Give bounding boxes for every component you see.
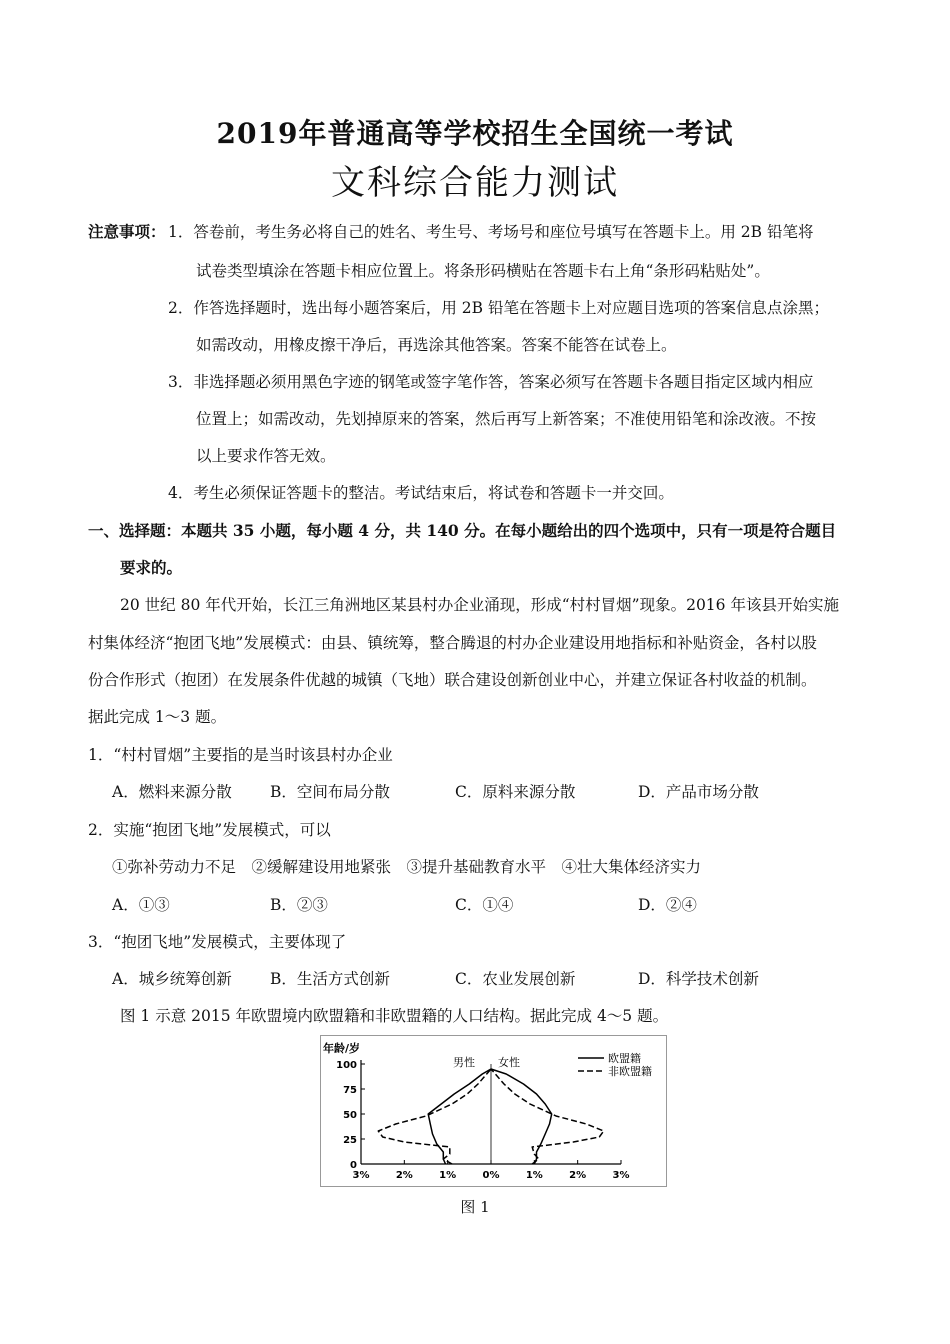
- question-2-option-c[interactable]: C．①④: [455, 896, 514, 914]
- y-tick-label-2: 50: [343, 1110, 357, 1121]
- legend-non-eu-label: 非欧盟籍: [608, 1065, 652, 1078]
- y-axis-label: 年龄/岁: [323, 1042, 361, 1055]
- section-heading-line-1: 一、选择题：本题共 35 小题，每小题 4 分，共 140 分。在每小题给出的四个选项中，只有一项是符合题目: [88, 521, 837, 540]
- legend-eu-label: 欧盟籍: [608, 1052, 641, 1065]
- x-tick-label-5: 2%: [569, 1170, 587, 1181]
- question-3-option-a[interactable]: A．城乡统筹创新: [112, 970, 232, 988]
- exam-title: 2019年普通高等学校招生全国统一考试: [216, 117, 734, 150]
- notice-item-3-line-2: 位置上；如需改动，先划掉原来的答案，然后再写上新答案；不准使用铅笔和涂改液。不按: [196, 410, 817, 428]
- notice-item-3-line-1: 3．非选择题必须用黑色字迹的钢笔或签字笔作答，答案必须写在答题卡各题目指定区域内相应: [168, 373, 814, 391]
- question-2-option-b[interactable]: B．②③: [270, 896, 328, 914]
- question-2-option-a[interactable]: A．①③: [112, 896, 170, 914]
- question-1-stem: 1．“村村冒烟”主要指的是当时该县村办企业: [88, 746, 393, 764]
- y-tick-label-4: 100: [336, 1060, 357, 1071]
- passage-1-line-2: 村集体经济“抱团飞地”发展模式：由县、镇统筹，整合腾退的村办企业建设用地指标和补贴资金，各村以股: [88, 634, 817, 652]
- figure-1-caption: 图 1: [460, 1198, 490, 1216]
- question-3-option-d[interactable]: D．科学技术创新: [638, 970, 759, 988]
- question-3-option-b[interactable]: B．生活方式创新: [270, 970, 390, 988]
- exam-subtitle: 文科综合能力测试: [331, 163, 619, 203]
- male-label: 男性: [453, 1056, 475, 1069]
- female-label: 女性: [498, 1056, 520, 1069]
- notice-item-4-line-1: 4．考生必须保证答题卡的整洁。考试结束后，将试卷和答题卡一并交回。: [168, 484, 674, 502]
- notice-item-3-line-3: 以上要求作答无效。: [196, 447, 336, 465]
- passage-1-line-1: 20 世纪 80 年代开始，长江三角洲地区某县村办企业涌现，形成“村村冒烟”现象。2016 年该县开始实施: [120, 596, 839, 614]
- notice-item-1-line-1: 1．答卷前，考生务必将自己的姓名、考生号、考场号和座位号填写在答题卡上。用 2B 铅笔将: [168, 223, 814, 241]
- question-3-stem: 3．“抱团飞地”发展模式，主要体现了: [88, 933, 347, 951]
- question-2-option-d[interactable]: D．②④: [638, 896, 697, 914]
- passage-1-line-3: 份合作形式（抱团）在发展条件优越的城镇（飞地）联合建设创新创业中心，并建立保证各村收益的机制。: [88, 671, 817, 689]
- question-2-stem: 2．实施“抱团飞地”发展模式，可以: [88, 821, 331, 839]
- y-tick-label-3: 75: [343, 1085, 357, 1096]
- x-tick-label-2: 1%: [439, 1170, 457, 1181]
- x-tick-label-4: 1%: [525, 1170, 543, 1181]
- population-pyramid-chart: [321, 1036, 666, 1186]
- y-tick-label-1: 25: [343, 1135, 357, 1146]
- question-3-option-c[interactable]: C．农业发展创新: [455, 970, 576, 988]
- figure-1-frame: [320, 1035, 667, 1187]
- question-1-option-b[interactable]: B．空间布局分散: [270, 783, 390, 801]
- y-tick-label-0: 0: [350, 1160, 357, 1171]
- question-1-option-a[interactable]: A．燃料来源分散: [112, 783, 232, 801]
- question-1-option-d[interactable]: D．产品市场分散: [638, 783, 759, 801]
- x-tick-label-3: 0%: [482, 1170, 500, 1181]
- x-tick-label-0: 3%: [352, 1170, 370, 1181]
- series-line-2: [378, 1069, 491, 1164]
- section-heading-line-2: 要求的。: [120, 558, 183, 577]
- series-line-1: [491, 1069, 552, 1164]
- notice-label: 注意事项：: [88, 222, 166, 241]
- passage-2-line-1: 图 1 示意 2015 年欧盟境内欧盟籍和非欧盟籍的人口结构。据此完成 4～5 题。: [120, 1007, 669, 1025]
- notice-item-1-line-2: 试卷类型填涂在答题卡相应位置上。将条形码横贴在答题卡右上角“条形码粘贴处”。: [196, 262, 770, 280]
- series-line-3: [491, 1069, 604, 1164]
- question-1-option-c[interactable]: C．原料来源分散: [455, 783, 576, 801]
- notice-item-2-line-1: 2．作答选择题时，选出每小题答案后，用 2B 铅笔在答题卡上对应题目选项的答案信息点涂黑；: [168, 299, 829, 317]
- passage-1-line-4: 据此完成 1～3 题。: [88, 708, 227, 726]
- question-2-items: ①弥补劳动力不足 ②缓解建设用地紧张 ③提升基础教育水平 ④壮大集体经济实力: [112, 858, 702, 876]
- notice-item-2-line-2: 如需改动，用橡皮擦干净后，再选涂其他答案。答案不能答在试卷上。: [196, 336, 677, 354]
- x-tick-label-6: 3%: [612, 1170, 630, 1181]
- x-tick-label-1: 2%: [395, 1170, 413, 1181]
- series-line-0: [428, 1069, 491, 1164]
